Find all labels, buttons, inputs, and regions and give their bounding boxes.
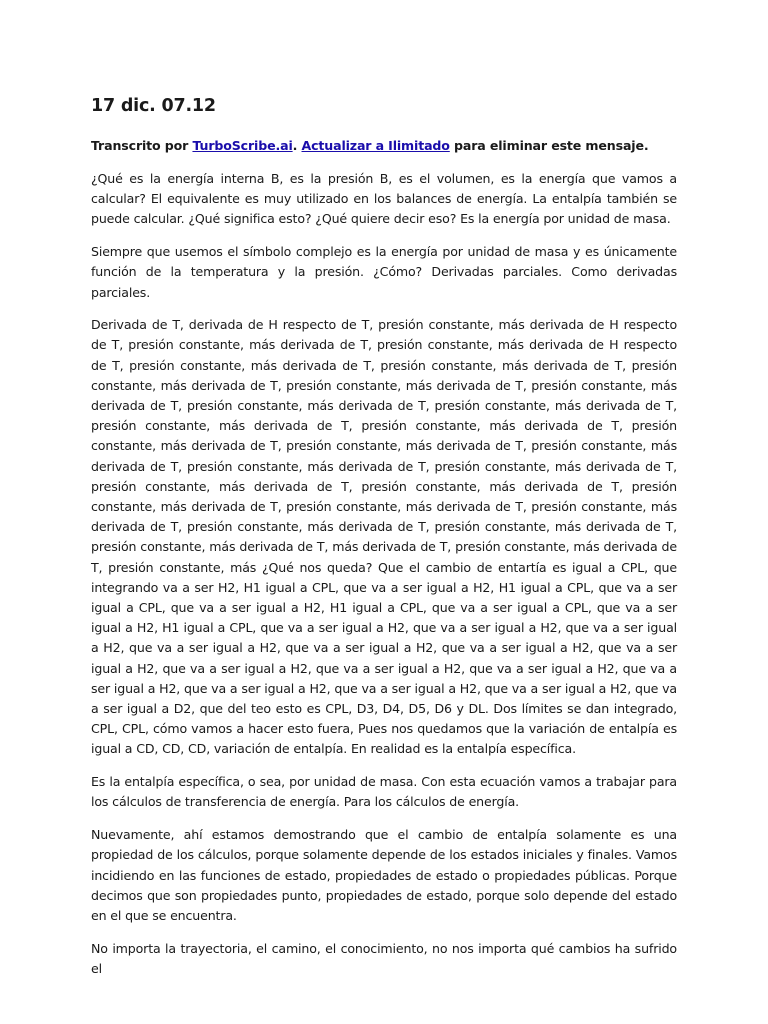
document-title: 17 dic. 07.12 bbox=[91, 96, 216, 116]
paragraph: ¿Qué es la energía interna B, es la presión B, es el volumen, es la energía que vamos a calcular? El equivalente es muy utilizado en los balances de energía. La entalpía también se puede calcular. ¿Qué significa esto? ¿Qué quiere decir eso? Es la energía por unidad de masa. bbox=[91, 171, 677, 227]
notice-suffix: para eliminar este mensaje. bbox=[449, 138, 649, 153]
notice-prefix: Transcrito por bbox=[91, 138, 193, 153]
paragraph: Derivada de T, derivada de H respecto de T, presión constante, más derivada de H respecto de T, presión constante, más derivada de T, presión constante, más derivada de H respecto de T, presión constante, más derivada de T, presión constante, más derivada de T, presión constante, más derivada de T, presión constante, más derivada de T, presión constante, más derivada de T, presión constante, más derivada de T, presión constante, más derivada de T, presión constante, más derivada de T, presión constante, más derivada de T, presión constante, más derivada de T, presión constante, más derivada de T, presión constante, más derivada de T, presión constante, más derivada de T, presión constante, más derivada de T, presión constante, más derivada de T, presión constante, más derivada de T, presión constante, más derivada de T, presión constante, más derivada de T, presión constante, más derivada de T, presión constante, más derivada de T, presión constante, más derivada de T, presión constante, más derivada de T, más derivada de T, presión constante, más derivada de T, presión constante, más ¿Qué nos queda? Que el cambio de entartía es igual a CPL, que integrando va a ser H2, H1 igual a CPL, que va a ser igual a H2, H1 igual a CPL, que va a ser igual a CPL, que va a ser igual a H2, H1 igual a CPL, que va a ser igual a CPL, que va a ser igual a H2, H1 igual a CPL, que va a ser igual a H2, que va a ser igual a H2, que va a ser igual a H2, que va a ser igual a H2, que va a ser igual a H2, que va a ser igual a H2, que va a ser igual a H2, que va a ser igual a H2, que va a ser igual a H2, que va a ser igual a H2, que va a ser igual a H2, que va a ser igual a H2, que va a ser igual a H2, que va a ser igual a H2, que va a ser igual a D2, que del teo esto es CPL, D3, D4, D5, D6 y DL. Dos límites se dan integrado, CPL, CPL, cómo vamos a hacer esto fuera, Pues nos quedamos que la variación de entalpía es igual a CD, CD, CD, variación de entalpía. En realidad es la entalpía específica. bbox=[91, 317, 677, 757]
notice-middle: . bbox=[292, 138, 302, 153]
paragraph: Nuevamente, ahí estamos demostrando que el cambio de entalpía solamente es una propiedad de los cálculos, porque solamente depende de los estados iniciales y finales. Vamos incidiendo en las funciones de estado, propiedades de estado o propiedades públicas. Porque decimos que son propiedades punto, propiedades de estado, porque solo depende del estado en el que se encuentra. bbox=[91, 827, 677, 923]
upgrade-unlimited-link[interactable]: Actualizar a Ilimitado bbox=[301, 138, 450, 153]
document-page bbox=[91, 94, 677, 992]
turboscribe-link[interactable]: TurboScribe.ai bbox=[192, 138, 293, 153]
paragraph: Siempre que usemos el símbolo complejo es la energía por unidad de masa y es únicamente función de la temperatura y la presión. ¿Cómo? Derivadas parciales. Como derivadas parciales. bbox=[91, 244, 677, 300]
paragraph: No importa la trayectoria, el camino, el conocimiento, no nos importa qué cambios ha sufrido el bbox=[91, 940, 677, 976]
transcription-notice bbox=[91, 136, 677, 156]
paragraph: Es la entalpía específica, o sea, por unidad de masa. Con esta ecuación vamos a trabajar para los cálculos de transferencia de energía. Para los cálculos de energía. bbox=[91, 774, 677, 810]
